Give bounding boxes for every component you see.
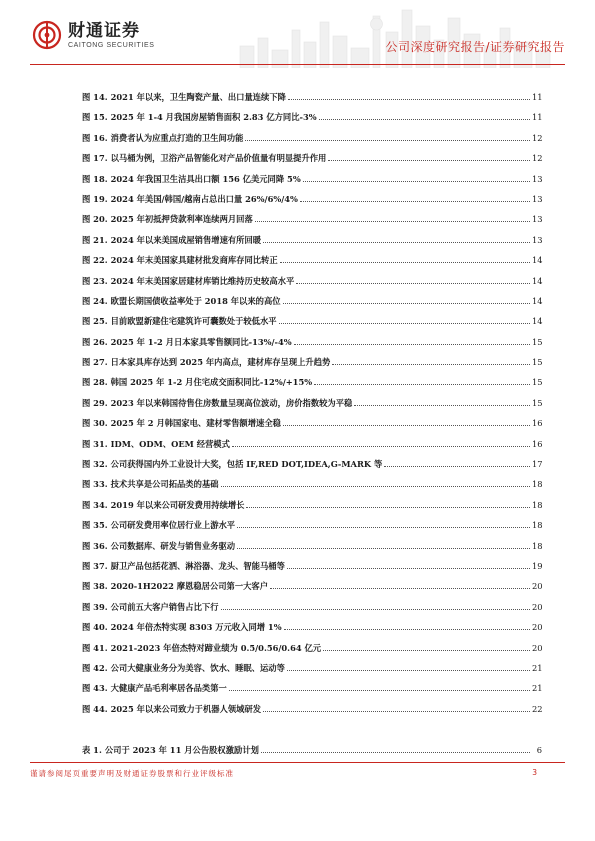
- entry-title: [82, 133, 243, 144]
- entry-page-number: 15: [532, 377, 543, 388]
- entry-title-text: 厨卫产品包括花洒、淋浴器、龙头、智能马桶等: [110, 560, 285, 571]
- entry-title-text: 2020-1H2022 摩恩稳居公司第一大客户: [110, 581, 269, 592]
- entry-label: 图 44.: [82, 703, 108, 714]
- entry-title: [82, 235, 261, 246]
- entry-label: 图 22.: [82, 255, 108, 266]
- entry-title-text: 2025 年 1-4 月我国房屋销售面积 2.83 亿方同比-3%: [110, 112, 317, 123]
- figure-entry[interactable]: [82, 602, 542, 622]
- entry-title: [82, 602, 219, 613]
- dot-leader: [296, 283, 530, 284]
- dot-leader: [284, 629, 530, 630]
- entry-title-text: 2025 年初抵押贷款利率连续两月回落: [110, 214, 253, 225]
- entry-page-number: 14: [532, 275, 543, 286]
- entry-title-text: 2023 年以来韩国待售住房数量呈现高位波动，房价指数较为平稳: [110, 397, 353, 408]
- entry-title-text: 2024 年我国卫生洁具出口额 156 亿美元同降 5%: [110, 173, 301, 184]
- figure-entry[interactable]: [82, 643, 542, 663]
- entry-title-text: 消费者认为应重点打造的卫生间功能: [110, 132, 244, 143]
- entry-page-number: 19: [532, 560, 543, 571]
- figure-entry[interactable]: [82, 459, 542, 479]
- figure-entry[interactable]: [82, 581, 542, 601]
- entry-label: 图 25.: [82, 316, 108, 327]
- figure-entry[interactable]: [82, 337, 542, 357]
- entry-title: [82, 643, 321, 654]
- entry-title-text: 公司研发费用率位居行业上游水平: [110, 520, 236, 531]
- figure-entry[interactable]: [82, 418, 542, 438]
- dot-leader: [261, 752, 530, 753]
- figure-entry[interactable]: [82, 255, 542, 275]
- dot-leader: [303, 181, 530, 182]
- entry-title: [82, 357, 330, 368]
- entry-label: 图 38.: [82, 581, 108, 592]
- entry-title-text: 韩国 2025 年 1-2 月住宅成交面积同比-12%/+15%: [110, 377, 313, 388]
- entry-label: 图 14.: [82, 92, 108, 102]
- figure-entry[interactable]: [82, 398, 542, 418]
- entry-label: 图 20.: [82, 214, 108, 225]
- entry-page-number: 15: [532, 336, 543, 347]
- entry-title: [82, 520, 235, 531]
- entry-title: [82, 255, 278, 266]
- entry-title-text: 2024 年倍杰特实现 8303 万元收入同增 1%: [110, 622, 282, 633]
- entry-title: [82, 745, 259, 756]
- entry-label: 图 15.: [82, 112, 108, 123]
- entry-label: 图 40.: [82, 622, 108, 633]
- entry-page-number: 15: [532, 357, 543, 368]
- entry-title-text: 欧盟长期国债收益率处于 2018 年以来的高位: [110, 295, 281, 306]
- entry-page-number: 18: [532, 479, 543, 490]
- entry-label: 图 19.: [82, 193, 108, 204]
- entry-page-number: 12: [532, 153, 543, 164]
- entry-title-text: 2025 年 1-2 月日本家具零售额同比-13%/-4%: [110, 336, 292, 347]
- entry-page-number: 16: [532, 438, 543, 449]
- entry-title: [82, 174, 301, 185]
- entry-label: 图 36.: [82, 540, 108, 551]
- entry-label: 图 16.: [82, 132, 108, 143]
- entry-page-number: 14: [532, 295, 543, 306]
- entry-label: 图 18.: [82, 173, 108, 184]
- dot-leader: [229, 690, 530, 691]
- entry-label: 图 21.: [82, 234, 108, 245]
- entry-label: 图 26.: [82, 336, 108, 347]
- figure-entry[interactable]: [82, 561, 542, 581]
- footer-divider: [30, 762, 565, 763]
- entry-title: [82, 500, 244, 511]
- entry-title: [82, 296, 281, 307]
- entry-title: [82, 92, 286, 103]
- entry-label: 图 23.: [82, 275, 108, 286]
- entry-page-number: 15: [532, 397, 543, 408]
- entry-page-number: 13: [532, 214, 543, 225]
- entry-title-text: 2024 年美国/韩国/越南占总出口量 26%/6%/4%: [110, 193, 298, 204]
- figure-entry[interactable]: [82, 133, 542, 153]
- entry-label: 图 30.: [82, 418, 108, 429]
- entry-label: 图 24.: [82, 295, 108, 306]
- entry-title: [82, 377, 312, 388]
- entry-title: [82, 398, 352, 409]
- entry-title-text: 2024 年末美国家具建材批发商库存同比转正: [110, 255, 278, 266]
- entry-title: [82, 194, 298, 205]
- entry-title: [82, 561, 285, 572]
- entry-title-text: 2021-2023 年倍杰特对蹄业绩为 0.5/0.56/0.64 亿元: [110, 642, 322, 653]
- dot-leader: [354, 405, 530, 406]
- entry-title: [82, 581, 268, 592]
- entry-label: 图 17.: [82, 153, 108, 164]
- entry-label: 图 39.: [82, 601, 108, 612]
- entry-label: 图 32.: [82, 459, 108, 470]
- company-logo: [32, 20, 155, 50]
- page-number: 3: [532, 768, 537, 777]
- figure-entry[interactable]: [82, 316, 542, 336]
- dot-leader: [270, 588, 530, 589]
- header-divider: [30, 64, 565, 65]
- entry-label: 图 43.: [82, 683, 108, 694]
- entry-page-number: 21: [532, 662, 543, 673]
- figure-entry[interactable]: [82, 357, 542, 377]
- entry-title: [82, 663, 285, 674]
- figure-entry[interactable]: [82, 153, 542, 173]
- entry-title-text: 公司前五大客户销售占比下行: [110, 601, 219, 612]
- entry-title: [82, 622, 282, 633]
- entry-page-number: 11: [532, 112, 543, 123]
- entry-title: [82, 439, 230, 450]
- entry-page-number: 13: [532, 193, 543, 204]
- entry-page-number: 14: [532, 255, 543, 266]
- dot-leader: [237, 548, 530, 549]
- entry-page-number: 16: [532, 418, 543, 429]
- entry-label: 图 28.: [82, 377, 108, 388]
- dot-leader: [384, 466, 530, 467]
- entry-page-number: 21: [532, 683, 543, 694]
- dot-leader: [263, 711, 530, 712]
- figure-entry[interactable]: [82, 174, 542, 194]
- page-header: [0, 0, 595, 70]
- dot-leader: [245, 140, 530, 141]
- entry-title: [82, 459, 382, 470]
- entry-title-text: 大健康产品毛利率居各品类第一: [110, 683, 227, 694]
- dot-leader: [283, 425, 530, 426]
- entry-title-text: 公司于 2023 年 11 月公告股权激励计划: [104, 745, 259, 755]
- dot-leader: [300, 201, 530, 202]
- logo-chinese-name: 财通证券: [68, 20, 140, 41]
- entry-title: [82, 541, 235, 552]
- figure-entry[interactable]: [82, 276, 542, 296]
- footer-disclaimer: 谨请参阅尾页重要声明及财通证券股票和行业评级标准: [30, 769, 234, 778]
- entry-title: [82, 153, 326, 164]
- figure-entry[interactable]: [82, 663, 542, 683]
- entry-title: [82, 337, 292, 348]
- entry-label: 图 42.: [82, 662, 108, 673]
- dot-leader: [332, 364, 530, 365]
- entry-label: 图 31.: [82, 438, 108, 449]
- entry-page-number: 14: [532, 316, 543, 327]
- entry-title-text: 公司大健康业务分为美容、饮水、睡眠、运动等: [110, 662, 285, 673]
- entry-title: [82, 112, 317, 123]
- dot-leader: [279, 323, 530, 324]
- figure-entry[interactable]: [82, 439, 542, 459]
- entry-page-number: 11: [532, 92, 543, 102]
- entry-label: 图 29.: [82, 397, 108, 408]
- entry-title: [82, 316, 277, 327]
- entry-title-text: 2021 年以来，卫生陶瓷产量、出口量连续下降: [110, 92, 286, 102]
- dot-leader: [319, 119, 530, 120]
- dot-leader: [287, 568, 530, 569]
- entry-title-text: 公司获得国内外工业设计大奖，包括 IF,RED DOT,IDEA,G-MARK 等: [110, 459, 383, 470]
- entry-title-text: 以马桶为例，卫浴产品智能化对产品价值量有明显提升作用: [110, 153, 327, 164]
- figure-entry[interactable]: [82, 622, 542, 642]
- figure-entry[interactable]: [82, 214, 542, 234]
- entry-title-text: 2024 年以来美国成屋销售增速有所回暖: [110, 234, 262, 245]
- entry-page-number: 18: [532, 499, 543, 510]
- dot-leader: [246, 507, 530, 508]
- dot-leader: [283, 303, 530, 304]
- figure-entry[interactable]: [82, 683, 542, 703]
- entry-title-text: 目前欧盟新建住宅建筑许可囊数处于较低水平: [110, 316, 277, 327]
- dot-leader: [221, 486, 531, 487]
- dot-leader: [288, 99, 530, 100]
- entry-page-number: 18: [532, 540, 543, 551]
- dot-leader: [328, 160, 530, 161]
- entry-page-number: 13: [532, 234, 543, 245]
- entry-page-number: 13: [532, 173, 543, 184]
- figure-entry[interactable]: [82, 479, 542, 499]
- figure-entry[interactable]: [82, 92, 542, 112]
- entry-label: 图 33.: [82, 479, 108, 490]
- entry-page-number: 18: [532, 520, 543, 531]
- logo-english-name: CAITONG SECURITIES: [68, 41, 155, 49]
- report-type-label: 公司深度研究报告/证券研究报告: [385, 40, 565, 54]
- entry-page-number: 20: [532, 642, 543, 653]
- entry-page-number: 20: [532, 601, 543, 612]
- entry-title: [82, 704, 261, 715]
- dot-leader: [221, 609, 531, 610]
- dot-leader: [280, 262, 530, 263]
- entry-label: 图 41.: [82, 642, 108, 653]
- entry-title-text: IDM、ODM、OEM 经营模式: [110, 438, 230, 449]
- entry-page-number: 22: [532, 703, 543, 714]
- entry-title-text: 日本家具库存达到 2025 年内高点，建材库存呈现上升趋势: [110, 357, 331, 368]
- entry-page-number: 17: [532, 459, 543, 470]
- dot-leader: [232, 446, 530, 447]
- figure-entry[interactable]: [82, 520, 542, 540]
- figure-entry[interactable]: [82, 296, 542, 316]
- entry-title-text: 技术共享是公司拓品类的基础: [110, 479, 219, 490]
- caitong-logo-icon: [32, 20, 62, 50]
- dot-leader: [263, 242, 530, 243]
- entry-title: [82, 418, 281, 429]
- dot-leader: [323, 650, 530, 651]
- figure-index: [82, 92, 542, 724]
- entry-page-number: 20: [532, 581, 543, 592]
- figure-entry[interactable]: [82, 194, 542, 214]
- entry-title-text: 2025 年 2 月韩国家电、建材零售额增速全稳: [110, 418, 281, 429]
- city-skyline-watermark: [230, 2, 570, 68]
- figure-entry[interactable]: [82, 235, 542, 255]
- entry-page-number: 20: [532, 622, 543, 633]
- entry-title: [82, 214, 253, 225]
- entry-title-text: 2025 年以来公司致力于机器人领域研发: [110, 703, 262, 714]
- dot-leader: [314, 384, 530, 385]
- entry-label: 图 37.: [82, 560, 108, 571]
- entry-title: [82, 683, 227, 694]
- dot-leader: [237, 527, 530, 528]
- entry-title: [82, 276, 294, 287]
- entry-title: [82, 479, 219, 490]
- figure-entry[interactable]: [82, 704, 542, 724]
- figure-entry[interactable]: [82, 500, 542, 520]
- entry-label: 图 35.: [82, 520, 108, 531]
- entry-label: 图 34.: [82, 499, 108, 510]
- figure-entry[interactable]: [82, 112, 542, 132]
- entry-page-number: 12: [532, 132, 543, 143]
- entry-label: 图 27.: [82, 357, 108, 368]
- entry-page-number: 6: [536, 745, 542, 755]
- entry-title-text: 2019 年以来公司研发费用持续增长: [110, 499, 245, 510]
- entry-title-text: 公司数据库、研发与销售业务驱动: [110, 540, 236, 551]
- entry-label: 表 1.: [82, 745, 102, 755]
- entry-title-text: 2024 年末美国家居建材库销比维持历史较高水平: [110, 275, 295, 286]
- figure-entry[interactable]: [82, 541, 542, 561]
- dot-leader: [287, 670, 530, 671]
- dot-leader: [294, 344, 530, 345]
- figure-entry[interactable]: [82, 377, 542, 397]
- dot-leader: [255, 221, 530, 222]
